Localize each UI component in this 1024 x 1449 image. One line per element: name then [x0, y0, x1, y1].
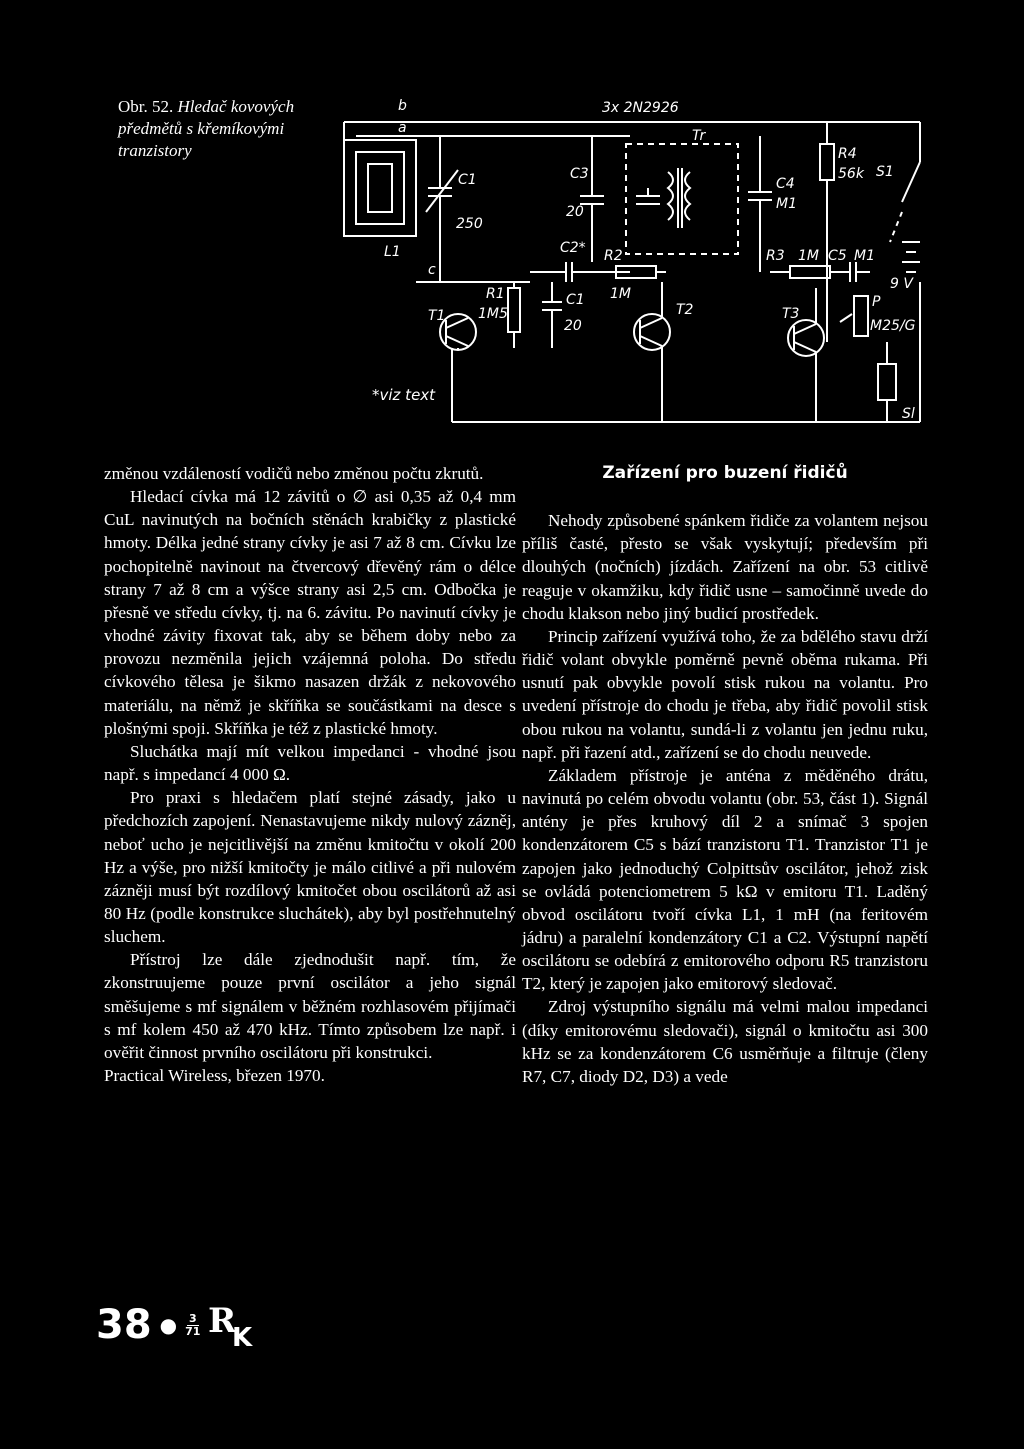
figure-caption	[118, 96, 318, 162]
label-sl: Sl	[902, 406, 915, 422]
paragraph: Sluchátka mají mít velkou impedanci - vhodné jsou např. s impedancí 4 000 Ω.	[104, 741, 516, 785]
label-r3-value: 1M	[798, 248, 819, 264]
label-t3: T3	[782, 306, 800, 322]
figure-label: Obr. 52.	[118, 97, 174, 116]
label-c1b: C1	[566, 292, 585, 308]
search-coil-mid	[356, 152, 404, 224]
svg-text:K: K	[232, 1323, 253, 1350]
page-number: 38	[96, 1302, 152, 1348]
label-c5: C5	[828, 248, 847, 264]
paragraph: změnou vzdáleností vodičů nebo změnou počtu zkrutů.	[104, 464, 484, 483]
label-c1b-value: 20	[564, 318, 582, 334]
label-r2-value: 1M	[610, 286, 631, 302]
paragraph: Pro praxi s hledačem platí stejné zásady, jako u předchozích zapojení. Nenastavujeme nikdy nulový zázněj, neboť ucho je nejcitlivější na změnu kmitočtu v okolí 200 Hz a výše, pro nižší kmitočty je málo citlivé a při nulovém záznějі musí být rozdílový kmitočet obou oscilátorů až asi 80 Hz (podle konstrukce sluchátek), aby byl postřehnutelný sluchem.	[104, 788, 516, 947]
label-c3-value: 20	[566, 204, 584, 220]
paragraph: Přístroj lze dále zjednodušit např. tím, že zkonstruujeme pouze první oscilátor a jeho signál směšujeme s mf signálem v běžném rozhlasovém přijímači s mf kolem 450 až 470 kHz. Tímto způsobem lze např. i ověřit činnost prvního oscilátoru při konstrukci.	[104, 950, 516, 1062]
label-b: b	[398, 98, 407, 114]
label-c: c	[428, 262, 436, 278]
magazine-logo-icon	[206, 1300, 262, 1350]
issue-bottom: 71	[185, 1324, 201, 1338]
label-a: a	[398, 120, 407, 136]
source-citation: Practical Wireless, březen 1970.	[104, 1066, 325, 1086]
svg-text:R: R	[208, 1301, 237, 1341]
figure-caption-text: Hledač kovových předmětů s křemíkovými tranzistory	[118, 97, 295, 160]
label-c2: C2*	[560, 240, 586, 256]
label-c4-value: M1	[776, 196, 797, 212]
label-tr: Tr	[692, 128, 706, 144]
label-c1: C1	[458, 172, 477, 188]
paragraph: Hledací cívka má 12 závitů o ∅ asi 0,35 až 0,4 mm CuL navinutých na bočních stěnách krabičky z plastické hmoty. Délka jedné strany cívky je asi 7 až 8 cm. Cívku lze pochopitelně navinout na čtvercový dřevěný rám o délce strany 7 až 8 cm a výšce strany asi 2,5 cm. Odbočka je přesně ve středu cívky, tj. na 6. závitu. Po navinutí cívky je vhodné závity fixovat tak, aby se během doby nebo za provozu nezměnila jejich vzájemná poloha. Do středu cívkového tělesa je šikmo nasazen držák z nekovového materiálu, na němž je skříňka se součástkami na desce s plošnými spoji. Skříňka je též z plastické hmoty.	[104, 487, 516, 738]
label-r2: R2	[604, 248, 623, 264]
paragraph: Nehody způsobené spánkem řidiče za volantem nejsou příliš časté, přesto se však vyskytují; především při dlouhých (nočních) jízdách. Zařízení na obr. 53 citlivě reaguje v okamžiku, kdy řidič usne – samočinně uvede do chodu klakson nebo jiný budicí prostředek.	[522, 511, 928, 623]
bullet-icon: ●	[159, 1313, 178, 1337]
label-s1: S1	[876, 164, 894, 180]
paragraph: Základem přístroje je anténa z měděného drátu, navinutá po celém obvodu volantu (obr. 53, část 1). Signál antény je přes kruhový díl 2 a snímač 3 spojen kondenzátorem C5 s bází tranzistoru T1. Tranzistor T1 je zapojen jako jednoduchý Colpittsův oscilátor, jehož zisk se ovládá potenciometrem 5 kΩ v emitoru T1. Laděný obvod oscilátoru tvoří cívka L1, 1 mH (na feritovém jádru) a paralelní kondenzátory C1 a C2. Výstupní napětí oscilátoru se odebírá z emitorového odporu R5 tranzistoru T2, který je zapojen jako emitorový sledovač.	[522, 765, 928, 994]
label-t2: T2	[676, 302, 694, 318]
label-p-value: M25/G	[870, 318, 916, 334]
label-c1-value: 250	[456, 216, 483, 232]
page-footer	[96, 1300, 262, 1350]
paragraph: Princip zařízení využívá toho, že za bdělého stavu drží řidič volant obvykle poměrně pevně oběma rukama. Při usnutí pak obvykle povolí stisk rukou na volantu. Pro uvedení přístroje do chodu je třeba, aby řidič povolil stisk obou rukou na volantu, sundá-li z volantu jen jednu ruku, např. při řazení atd., zařízení se do chodu neuvede.	[522, 626, 928, 762]
label-transistor-type: 3x 2N2926	[602, 100, 679, 116]
label-r1-value: 1M5	[478, 306, 508, 322]
label-p: P	[872, 294, 881, 310]
label-c5-value: M1	[854, 248, 875, 264]
left-column	[104, 462, 516, 1087]
section-heading: Zařízení pro buzení řidičů	[602, 463, 848, 483]
label-r4-value: 56k	[838, 166, 864, 182]
figure-note: *viz text	[372, 386, 436, 404]
paragraph: Zdroj výstupního signálu má velmi malou impedanci (díky emitorovému sledovači), signál o kmitočtu asi 300 kHz se za kondenzátorem C6 usměrňuje a filtruje (členy R7, C7, diody D2, D3) a vede	[522, 997, 928, 1086]
circuit-schematic	[330, 92, 938, 432]
label-r4: R4	[838, 146, 857, 162]
right-column	[522, 462, 928, 1088]
search-coil-outer	[344, 140, 416, 236]
label-t1: T1	[428, 308, 446, 324]
issue-number	[185, 1313, 200, 1338]
label-c4: C4	[776, 176, 795, 192]
label-r1: R1	[486, 286, 505, 302]
search-coil-inner	[368, 164, 392, 212]
label-c3: C3	[570, 166, 589, 182]
label-r3: R3	[766, 248, 785, 264]
issue-top: 3	[188, 1311, 197, 1325]
label-battery: 9 V	[890, 276, 913, 292]
label-l1: L1	[384, 244, 401, 260]
